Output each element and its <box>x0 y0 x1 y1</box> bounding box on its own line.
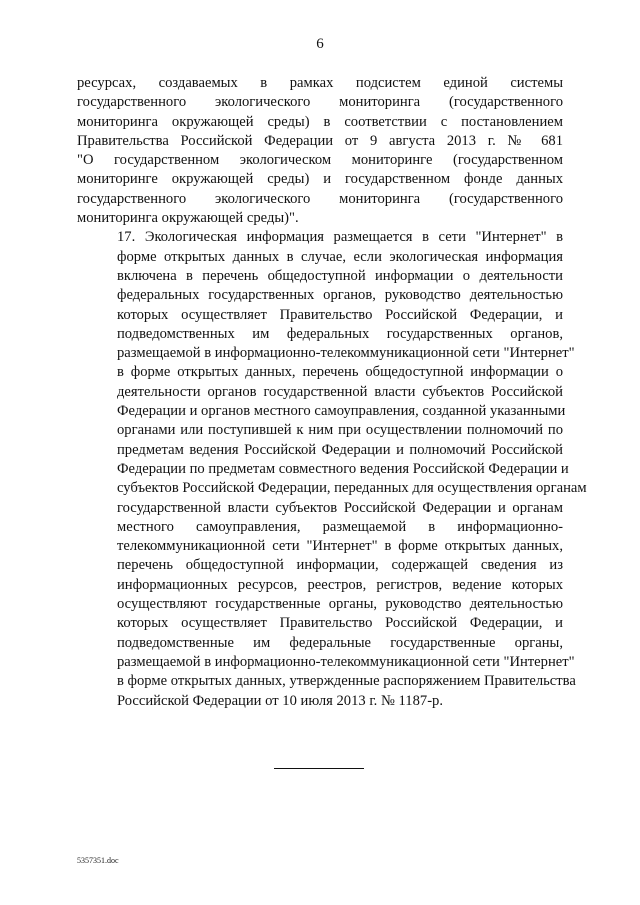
document-id: 5357351.doc <box>77 856 119 865</box>
text-line: мониторинга окружающей среды)". <box>77 210 299 227</box>
text-line: мониторинга окружающей среды) в соответствии с постановлением <box>77 113 563 130</box>
text-line: деятельности органов государственной власти субъектов Российской <box>117 383 563 400</box>
text-line: Федерации по предметам совместного ведения Российской Федерации и <box>117 460 569 477</box>
text-line: подведомственные им федеральные государственные органы, <box>117 634 563 651</box>
end-rule <box>274 768 364 769</box>
text-line: в форме открытых данных, утвержденные распоряжением Правительства <box>117 673 576 690</box>
text-line: 17. Экологическая информация размещается в сети "Интернет" в <box>117 229 563 246</box>
text-line: Федерации и органов местного самоуправления, созданной указанными <box>117 403 566 420</box>
text-line: местного самоуправления, размещаемой в информационно- <box>117 518 563 535</box>
text-line: государственного экологического мониторинга (государственного <box>77 94 563 111</box>
text-line: субъектов Российской Федерации, переданных для осуществления органам <box>117 480 587 497</box>
text-line: Российской Федерации от 10 июля 2013 г. № 1187-р. <box>117 692 443 709</box>
text-line: государственного экологического мониторинга (государственного <box>77 190 563 207</box>
text-line: федеральных государственных органов, руководство деятельностью <box>117 287 563 304</box>
text-line: форме открытых данных в случае, если экологическая информация <box>117 248 563 265</box>
page-number: 6 <box>316 36 324 52</box>
text-line: осуществляют государственные органы, руководство деятельностью <box>117 596 563 613</box>
document-body <box>77 74 587 711</box>
text-line: информационных ресурсов, реестров, регистров, ведение которых <box>117 576 563 593</box>
text-line: Правительства Российской Федерации от 9 августа 2013 г. № 681 <box>77 132 563 149</box>
text-line: мониторинге окружающей среды) и государственном фонде данных <box>77 171 563 188</box>
text-line: предметам ведения Российской Федерации и полномочий Российской <box>117 441 563 458</box>
text-line: в форме открытых данных, перечень общедоступной информации о <box>117 364 563 381</box>
text-line: размещаемой в информационно-телекоммуникационной сети "Интернет" <box>117 653 575 670</box>
text-line: перечень общедоступной информации, содержащей сведения из <box>117 557 563 574</box>
text-line: включена в перечень общедоступной информации о деятельности <box>117 267 563 284</box>
paragraph-item-17 <box>77 228 587 710</box>
text-line: подведомственных им федеральных государственных органов, <box>117 325 563 342</box>
text-line: "О государственном экологическом мониторинге (государственном <box>77 152 563 169</box>
text-line: размещаемой в информационно-телекоммуникационной сети "Интернет" <box>117 345 575 362</box>
text-line: которых осуществляет Правительство Российской Федерации, и <box>117 306 563 323</box>
text-line: телекоммуникационной сети "Интернет" в форме открытых данных, <box>117 538 563 555</box>
text-line: органами или поступившей к ним при осуществлении полномочий по <box>117 422 563 439</box>
text-line: ресурсах, создаваемых в рамках подсистем единой системы <box>77 75 563 91</box>
text-line: которых осуществляет Правительство Российской Федерации, и <box>117 615 563 632</box>
text-line: государственной власти субъектов Российской Федерации и органам <box>117 499 563 516</box>
paragraph-continued <box>77 74 563 228</box>
